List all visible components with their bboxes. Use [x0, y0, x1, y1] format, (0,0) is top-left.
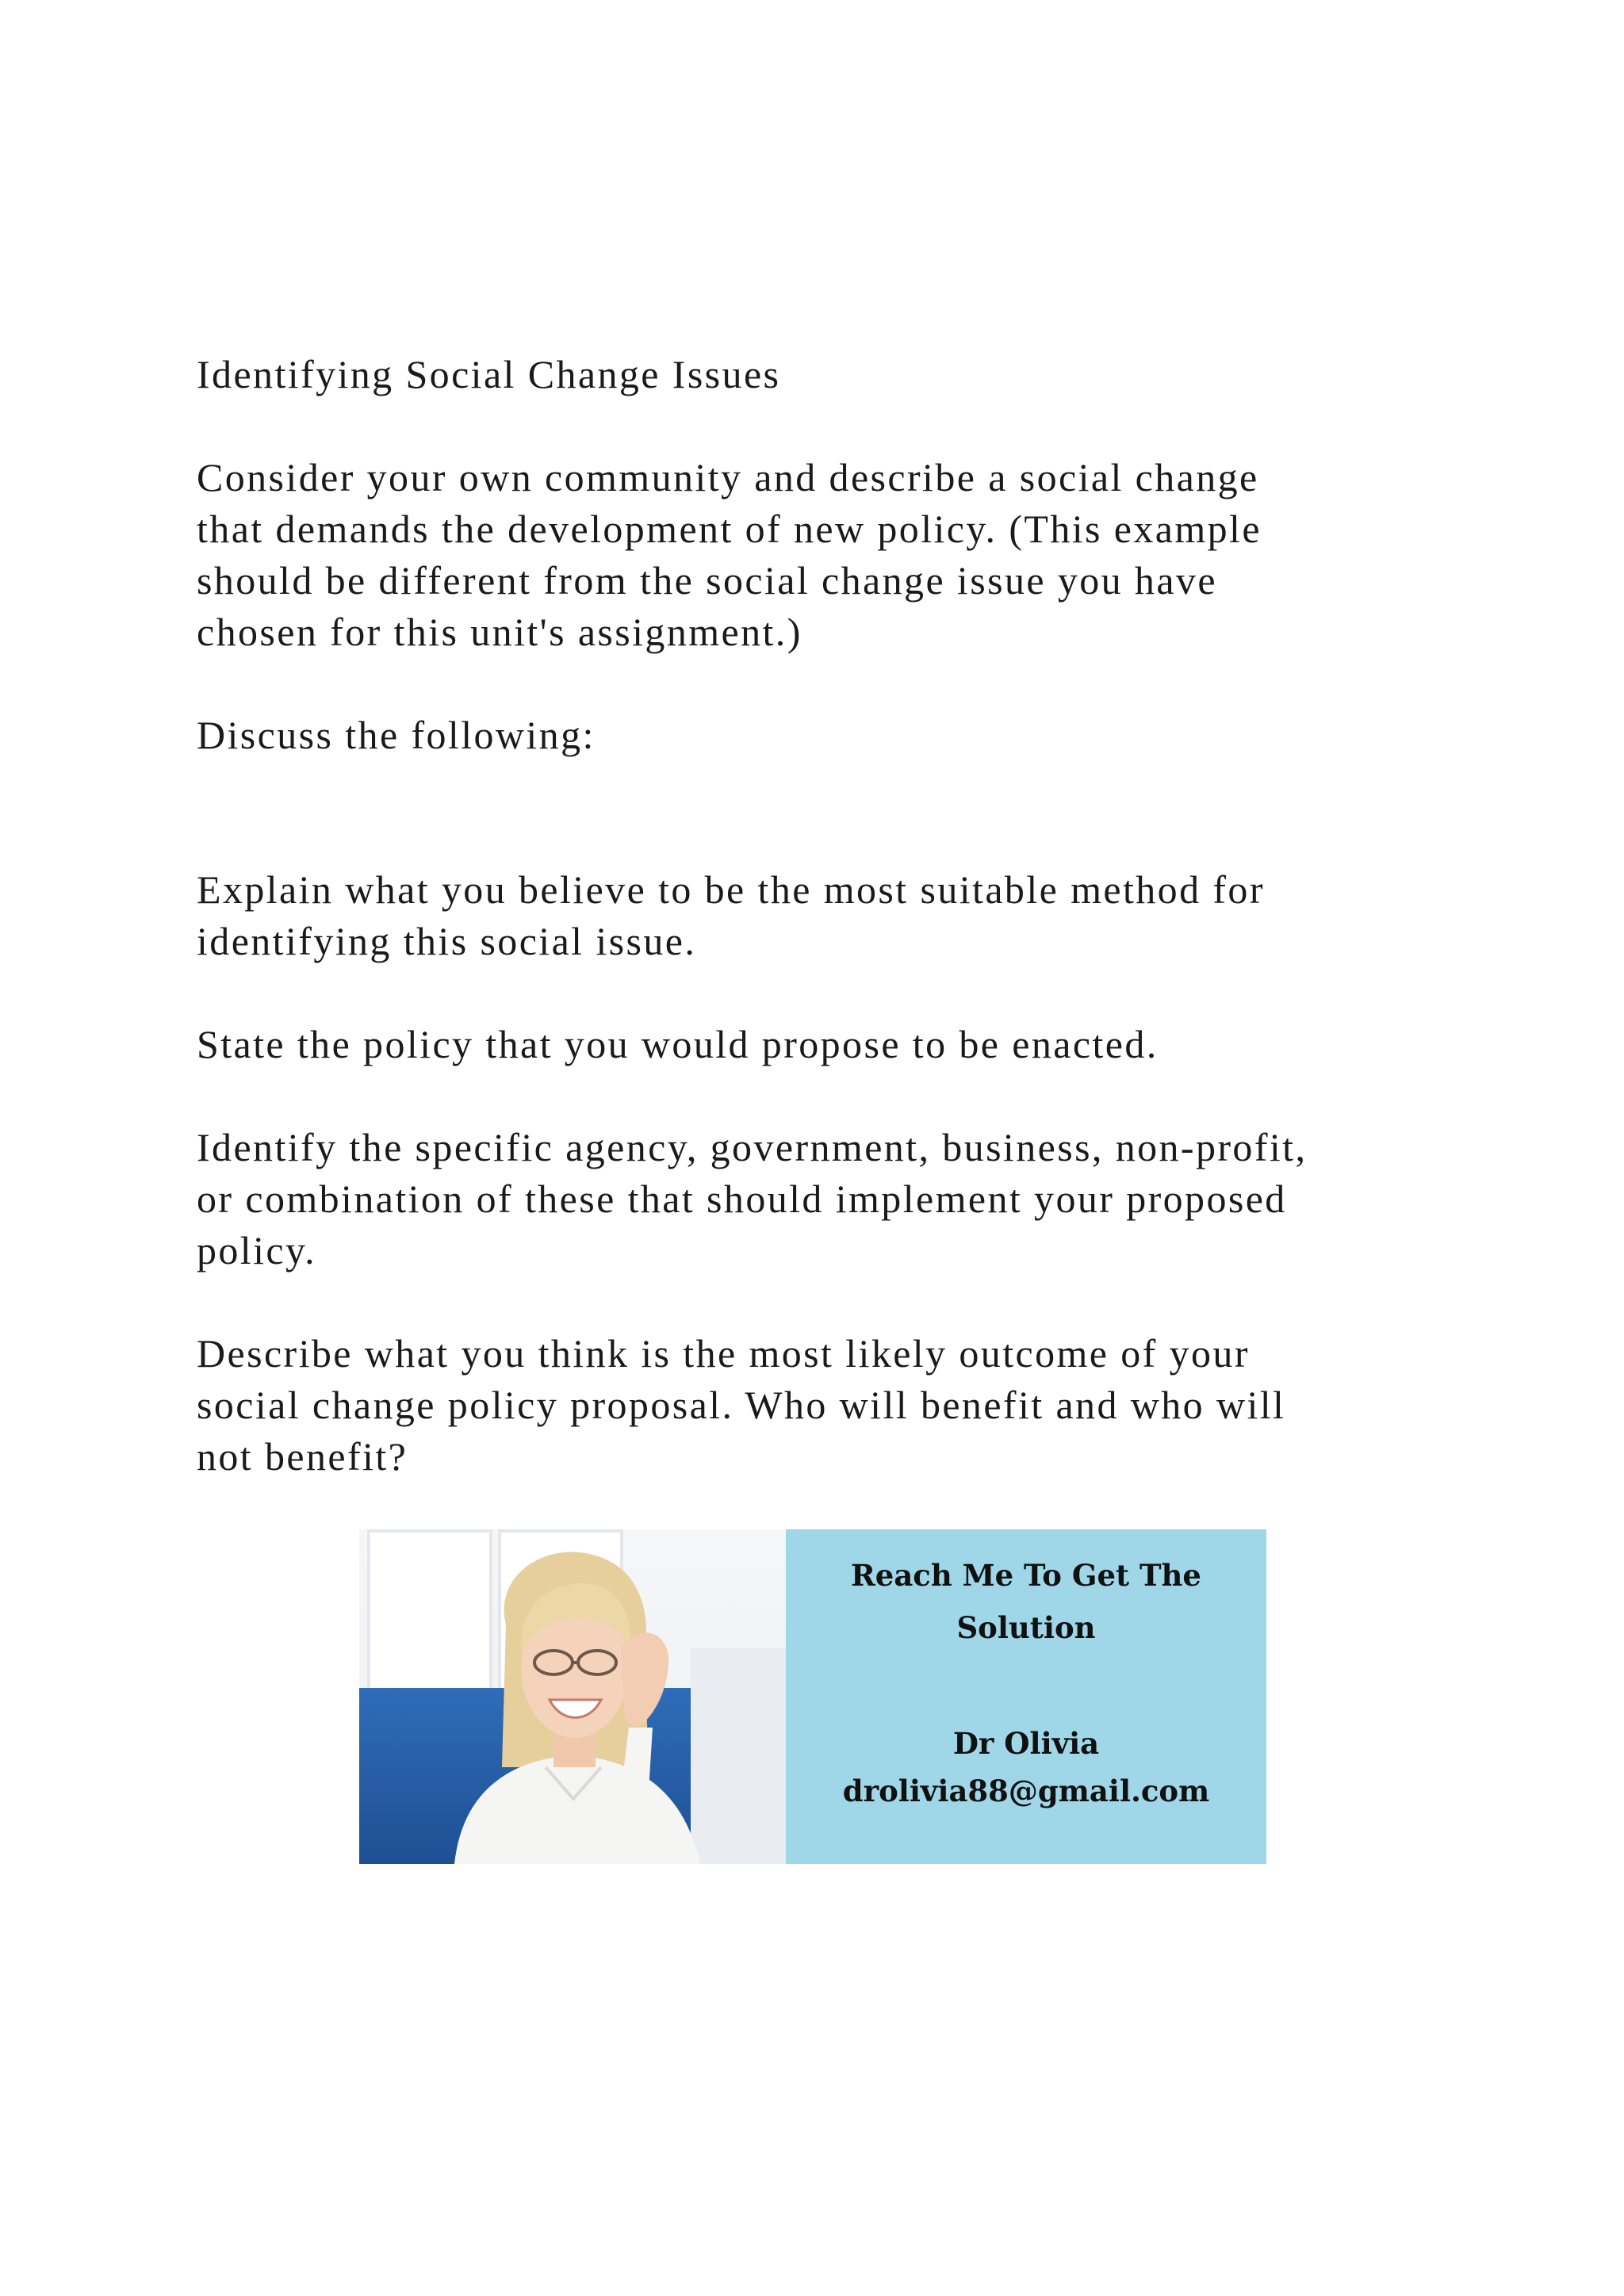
- contact-info-panel: [786, 1529, 1266, 1864]
- document-title: Identifying Social Change Issues: [197, 352, 781, 396]
- document-body: [197, 349, 1434, 1534]
- discussion-item: State the policy that you would propose to be enacted.: [197, 1022, 1159, 1066]
- banner-headline-line2: Solution: [956, 1610, 1096, 1645]
- contact-email: drolivia88@gmail.com: [842, 1774, 1210, 1808]
- banner-headline-line1: Reach Me To Get The: [851, 1558, 1201, 1593]
- discussion-item: Describe what you think is the most likely outcome of your social change policy proposal. Who will benefit and who will not benefit?: [197, 1331, 1286, 1479]
- contact-banner: [359, 1529, 1266, 1864]
- discuss-label: Discuss the following:: [197, 713, 596, 757]
- contact-name: Dr Olivia: [952, 1726, 1100, 1761]
- woman-figure: [359, 1529, 786, 1864]
- discussion-item: Identify the specific agency, government, business, non-profit, or combination of these that should implement your proposed policy.: [197, 1125, 1308, 1272]
- intro-paragraph: Consider your own community and describe a social change that demands the development of new policy. (This example should be different from the social change issue you have chosen for this unit's assignment.): [197, 455, 1262, 654]
- tutor-photo: [359, 1529, 786, 1864]
- discussion-item: Explain what you believe to be the most suitable method for identifying this social issue.: [197, 867, 1265, 963]
